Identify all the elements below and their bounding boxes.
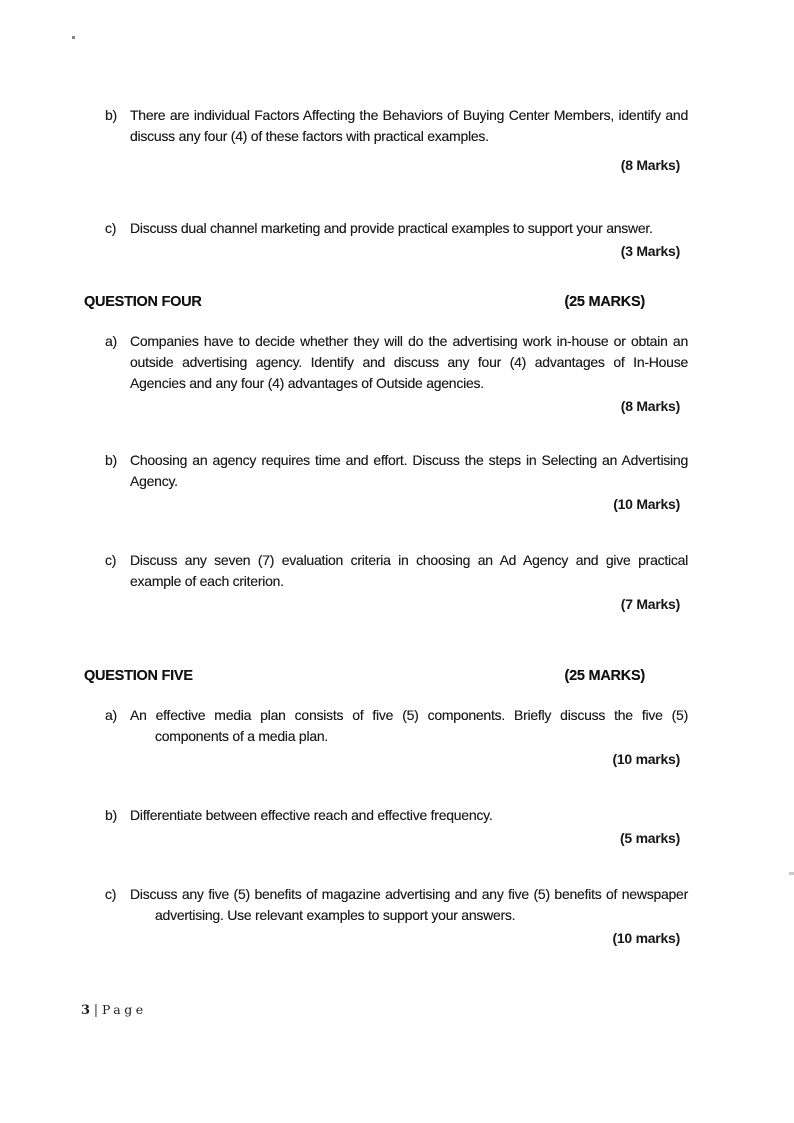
item-row — [105, 450, 688, 492]
question-four-item-b — [105, 450, 688, 515]
question-four-item-c — [105, 550, 688, 615]
item-label: b) — [105, 452, 117, 468]
item-text: Differentiate between effective reach and effective frequency. — [130, 807, 493, 823]
question-title: QUESTION FOUR — [84, 294, 202, 310]
item-label: c) — [105, 220, 117, 236]
footer-separator: | — [93, 1003, 98, 1018]
item-text: Discuss any seven (7) evaluation criteria in choosing an Ad Agency and give practical example of each criterion. — [130, 552, 688, 589]
item-row — [105, 805, 688, 826]
question-item-c-dual-channel — [105, 218, 688, 262]
item-text: Discuss any five (5) benefits of magazine advertising and any five (5) benefits of newspaper advertising. Use relevant examples to support your answers. — [130, 886, 688, 923]
item-marks: (10 marks) — [612, 751, 680, 767]
question-four-heading — [84, 292, 645, 313]
item-label: a) — [105, 707, 117, 723]
scan-speck-artifact — [72, 36, 75, 39]
item-text: There are individual Factors Affecting the Behaviors of Buying Center Members, identify and discuss any four (4) of these factors with practical examples. — [130, 107, 688, 144]
scan-edge-artifact — [789, 872, 794, 875]
item-row — [105, 705, 688, 747]
item-text: Companies have to decide whether they will do the advertising work in-house or obtain an outside advertising agency. Identify and discuss any four (4) advantages of In-House Agencies and any four (4) advantages of Outside agencies. — [130, 333, 688, 391]
question-four-item-a — [105, 331, 688, 417]
item-marks: (10 marks) — [612, 930, 680, 946]
item-row — [105, 105, 688, 147]
item-marks: (8 Marks) — [620, 157, 680, 173]
page-number: 3 — [81, 1003, 90, 1018]
item-label: c) — [105, 886, 117, 902]
item-text: An effective media plan consists of five (5) components. Briefly discuss the five (5) components of a media plan. — [130, 707, 688, 744]
question-title: QUESTION FIVE — [84, 668, 193, 684]
item-label: b) — [105, 807, 117, 823]
item-marks: (5 marks) — [619, 830, 680, 846]
question-item-b-buying-center — [105, 105, 688, 176]
item-text: Choosing an agency requires time and effort. Discuss the steps in Selecting an Advertising Agency. — [130, 452, 688, 489]
item-marks: (7 Marks) — [620, 596, 680, 612]
item-row — [105, 218, 688, 239]
question-total-marks: (25 MARKS) — [564, 668, 645, 684]
item-label: a) — [105, 333, 117, 349]
item-marks: (3 Marks) — [620, 243, 680, 259]
item-row — [105, 550, 688, 592]
item-text: Discuss dual channel marketing and provide practical examples to support your answer. — [130, 220, 653, 236]
item-label: c) — [105, 552, 117, 568]
question-five-item-c — [105, 884, 688, 949]
page-footer — [81, 1002, 147, 1018]
item-marks: (8 Marks) — [620, 398, 680, 414]
item-row — [105, 884, 688, 926]
item-marks: (10 Marks) — [613, 496, 680, 512]
question-five-item-a — [105, 705, 688, 770]
footer-page-label: Page — [101, 1002, 147, 1017]
question-five-heading — [84, 666, 645, 687]
item-row — [105, 331, 688, 394]
item-label: b) — [105, 107, 117, 123]
question-five-item-b — [105, 805, 688, 849]
question-total-marks: (25 MARKS) — [564, 294, 645, 310]
